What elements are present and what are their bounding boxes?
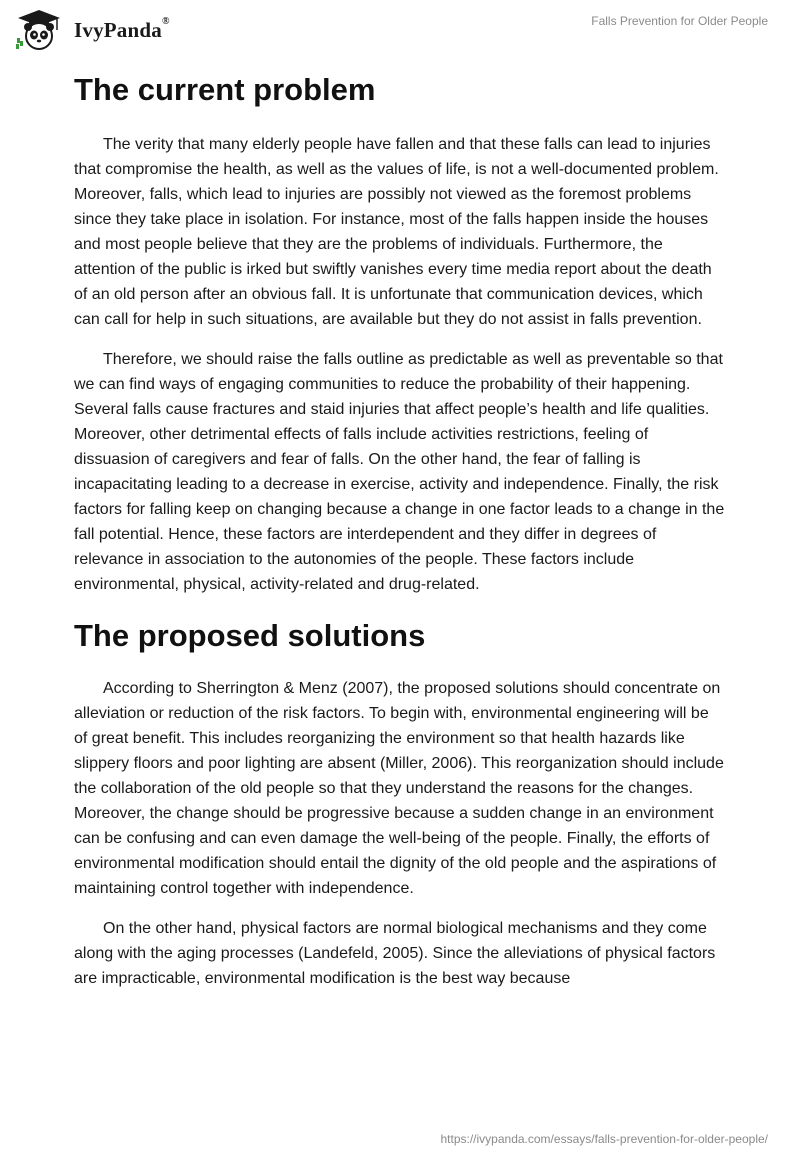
logo-text: IvyPanda®	[74, 15, 170, 42]
paragraph: According to Sherrington & Menz (2007), the proposed solutions should concentrate on alleviation or reduction of the risk factors. To begin with, environmental engineering will be of great benefit. This includes reorganizing the environment so that health hazards like slippery floors and poor lighting are absent (Miller, 2006). This reorganization should include the collaboration of the old people so that they understand the reasons for the changes. Moreover, the change should be progressive because a sudden change in an environment can be confusing and can even damage the well-being of the people. Finally, the efforts of environmental modification should entail the dignity of the old people and the aspirations of maintaining control together with independence.	[74, 680, 724, 897]
paragraph: Therefore, we should raise the falls outline as predictable as well as preventable so that we can find ways of engaging communities to reduce the probability of their happening. Several falls cause fractures and staid injuries that affect people’s health and life qualities. Moreover, other detrimental effects of falls include activities restrictions, feeling of dissuasion of caregivers and fear of falls. On the other hand, the fear of falling is incapacitating leading to a decrease in exercise, activity and independence. Finally, the risk factors for falling keep on changing because a change in one factor leads to a change in the fall potential. Hence, these factors are interdependent and they differ in degrees of relevance in association to the autonomies of the people. These factors include environmental, physical, activity-related and drug-related.	[74, 351, 725, 593]
paragraph: On the other hand, physical factors are normal biological mechanisms and they come along with the aging processes (Landefeld, 2005). Since the alleviations of physical factors are impracticable, environmental modification is the best way because	[74, 920, 716, 987]
running-title: Falls Prevention for Older People	[591, 14, 768, 28]
paragraph: The verity that many elderly people have fallen and that these falls can lead to injuries that compromise the health, as well as the values of life, is not a well-documented problem. Moreover, falls, which lead to injuries are possibly not viewed as the foremost problems since they take place in isolation. For instance, most of the falls happen inside the houses and most people believe that they are the problems of individuals. Furthermore, the attention of the public is irked but swiftly vanishes every time media report about the death of an old person after an obvious fall. It is unfortunate that communication devices, which can call for help in such situations, are available but they do not assist in falls prevention.	[74, 136, 719, 328]
panda-graduate-icon	[14, 8, 64, 52]
section-heading: The proposed solutions	[74, 618, 426, 653]
article-body	[74, 66, 726, 1006]
section-heading: The current problem	[74, 72, 376, 107]
logo[interactable]	[14, 8, 170, 52]
source-url[interactable]: https://ivypanda.com/essays/falls-prevention-for-older-people/	[440, 1132, 768, 1146]
page-header	[0, 0, 800, 64]
